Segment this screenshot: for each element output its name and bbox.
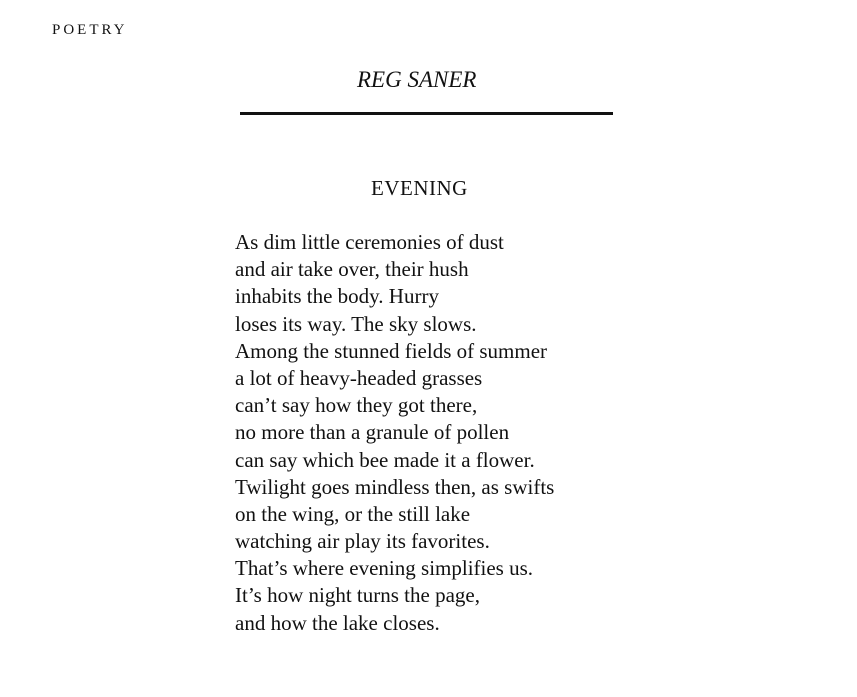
poem-title: EVENING [371, 176, 468, 200]
poem-body [235, 229, 554, 637]
poem-line: can say which bee made it a flower. [235, 447, 535, 472]
poem-line: a lot of heavy-headed grasses [235, 365, 483, 390]
poem-line: watching air play its favorites. [235, 529, 490, 554]
running-head: POETRY [52, 22, 128, 38]
title-rule [240, 112, 613, 115]
poem-line: and air take over, their hush [235, 257, 469, 282]
poem-line: on the wing, or the still lake [235, 501, 471, 526]
author-name: REG SANER [357, 67, 477, 92]
poem-line: inhabits the body. Hurry [235, 284, 439, 309]
poem-line: can’t say how they got there, [235, 393, 478, 418]
poem-line: That’s where evening simplifies us. [235, 556, 534, 581]
poem-line: As dim little ceremonies of dust [235, 230, 504, 254]
poem-line: Among the stunned fields of summer [235, 338, 548, 363]
poem-line: no more than a granule of pollen [235, 420, 510, 445]
poem-line: It’s how night turns the page, [235, 583, 480, 608]
poem-line: and how the lake closes. [235, 610, 440, 635]
poem-line: Twilight goes mindless then, as swifts [235, 474, 555, 499]
poem-line: loses its way. The sky slows. [235, 311, 477, 336]
